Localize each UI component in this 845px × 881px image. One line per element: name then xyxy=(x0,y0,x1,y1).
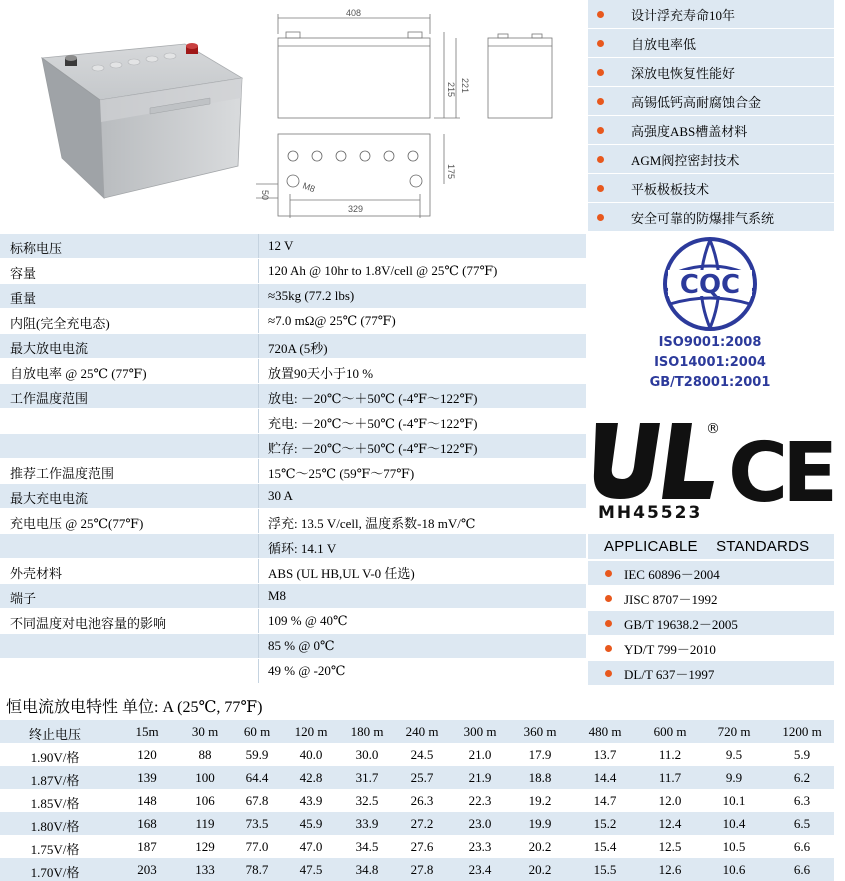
bullet-icon xyxy=(597,156,604,163)
spec-label: 容量 xyxy=(10,266,37,281)
discharge-row xyxy=(0,789,834,812)
spec-row xyxy=(0,384,586,408)
feature-item: 设计浮充寿命10年 xyxy=(588,0,834,28)
spec-value: 12 V xyxy=(268,238,294,253)
feature-item: 自放电率低 xyxy=(588,29,834,57)
dim-width: 175 xyxy=(446,164,456,180)
spec-value: 浮充: 13.5 V/cell, 温度系数-18 mV/℃ xyxy=(268,516,476,531)
discharge-header-cell: 30 m xyxy=(191,724,219,739)
discharge-cell: 120 xyxy=(137,747,157,762)
discharge-cell: 45.9 xyxy=(299,816,323,831)
discharge-row xyxy=(0,812,834,835)
discharge-cell: 73.5 xyxy=(245,816,269,831)
discharge-cell: 10.6 xyxy=(722,862,746,877)
spec-value: ABS (UL HB,UL V-0 任选) xyxy=(268,566,415,581)
spec-row xyxy=(0,659,586,683)
column-divider xyxy=(258,334,259,358)
spec-row xyxy=(0,259,586,283)
spec-value: ≈7.0 mΩ@ 25℃ (77℉) xyxy=(268,313,396,328)
ul-file-number: MH45523 xyxy=(598,503,703,523)
feature-item: AGM阀控密封技术 xyxy=(588,145,834,173)
discharge-cell: 168 xyxy=(137,816,157,831)
discharge-cell: 12.4 xyxy=(658,816,682,831)
column-divider xyxy=(258,384,259,408)
column-divider xyxy=(258,309,259,333)
discharge-cell: 11.2 xyxy=(658,747,682,762)
bullet-icon xyxy=(597,127,604,134)
spec-value: 循环: 14.1 V xyxy=(268,541,337,556)
discharge-cell: 27.6 xyxy=(410,839,434,854)
discharge-cell: 12.6 xyxy=(658,862,682,877)
discharge-header-cell: 600 m xyxy=(653,724,687,739)
spec-row xyxy=(0,484,586,508)
dim-terminal-type: M8 xyxy=(301,180,317,195)
discharge-cell: 1.90V/格 xyxy=(30,750,80,765)
spec-row xyxy=(0,409,586,433)
discharge-cell: 10.4 xyxy=(722,816,746,831)
discharge-cell: 34.5 xyxy=(355,839,379,854)
dim-length: 408 xyxy=(346,8,362,18)
dim-terminal-spacing: 329 xyxy=(348,204,364,214)
discharge-cell: 13.7 xyxy=(593,747,617,762)
spec-row xyxy=(0,334,586,358)
discharge-cell: 1.75V/格 xyxy=(30,842,80,857)
discharge-cell: 19.9 xyxy=(528,816,552,831)
discharge-cell: 15.4 xyxy=(593,839,617,854)
discharge-cell: 133 xyxy=(195,862,215,877)
spec-label: 端子 xyxy=(10,591,37,606)
iso9001-text: ISO9001:2008 xyxy=(658,335,762,350)
bullet-icon xyxy=(597,214,604,221)
column-divider xyxy=(258,634,259,658)
discharge-header-cell: 180 m xyxy=(350,724,384,739)
spec-row xyxy=(0,359,586,383)
spec-value: 109 % @ 40℃ xyxy=(268,613,348,628)
discharge-cell: 22.3 xyxy=(468,793,492,808)
discharge-cell: 10.5 xyxy=(722,839,746,854)
discharge-cell: 31.7 xyxy=(355,770,379,785)
registered-mark: ® xyxy=(706,421,720,437)
discharge-header-cell: 480 m xyxy=(588,724,622,739)
discharge-cell: 6.3 xyxy=(793,793,811,808)
spec-row xyxy=(0,434,586,458)
discharge-cell: 10.1 xyxy=(722,793,746,808)
discharge-cell: 14.4 xyxy=(593,770,617,785)
discharge-header-cell: 1200 m xyxy=(782,724,822,739)
discharge-row xyxy=(0,858,834,881)
feature-item: 安全可靠的防爆排气系统 xyxy=(588,203,834,231)
discharge-cell: 59.9 xyxy=(245,747,269,762)
discharge-cell: 64.4 xyxy=(245,770,269,785)
discharge-cell: 33.9 xyxy=(355,816,379,831)
discharge-cell: 1.70V/格 xyxy=(30,865,80,880)
dimension-drawings xyxy=(248,4,580,232)
discharge-cell: 1.80V/格 xyxy=(30,819,80,834)
bullet-icon xyxy=(597,185,604,192)
discharge-cell: 19.2 xyxy=(528,793,552,808)
gbt-text: GB/T28001:2001 xyxy=(649,375,771,390)
spec-value: 30 A xyxy=(268,488,293,503)
spec-row xyxy=(0,584,586,608)
discharge-row xyxy=(0,766,834,789)
discharge-cell: 6.6 xyxy=(793,839,811,854)
discharge-cell: 14.7 xyxy=(593,793,617,808)
discharge-cell: 88 xyxy=(198,747,212,762)
spec-value: 放电: －20℃～＋50℃ (-4℉～122℉) xyxy=(268,391,478,406)
standard-item: GB/T 19638.2－2005 xyxy=(588,611,834,635)
discharge-cell: 26.3 xyxy=(410,793,434,808)
discharge-cell: 78.7 xyxy=(245,862,269,877)
discharge-cell: 77.0 xyxy=(245,839,269,854)
column-divider xyxy=(258,534,259,558)
spec-label: 标称电压 xyxy=(10,241,63,256)
column-divider xyxy=(258,459,259,483)
discharge-cell: 23.4 xyxy=(468,862,492,877)
discharge-cell: 32.5 xyxy=(355,793,379,808)
cqc-certification-logo xyxy=(640,236,780,396)
spec-value: 15℃～25℃ (59℉～77℉) xyxy=(268,466,415,481)
discharge-header-cell: 300 m xyxy=(463,724,497,739)
discharge-cell: 15.5 xyxy=(593,862,617,877)
spec-label: 自放电率 @ 25℃ (77℉) xyxy=(10,366,147,381)
discharge-cell: 1.85V/格 xyxy=(30,796,80,811)
standards-heading: APPLICABLE STANDARDS xyxy=(588,534,834,559)
discharge-cell: 106 xyxy=(195,793,215,808)
column-divider xyxy=(258,659,259,683)
discharge-row xyxy=(0,835,834,858)
discharge-cell: 148 xyxy=(137,793,157,808)
discharge-cell: 43.9 xyxy=(299,793,323,808)
feature-item: 平板极板技术 xyxy=(588,174,834,202)
column-divider xyxy=(258,559,259,583)
column-divider xyxy=(258,584,259,608)
discharge-cell: 27.2 xyxy=(410,816,434,831)
discharge-header-cell: 15m xyxy=(135,724,159,739)
spec-label: 最大放电电流 xyxy=(10,341,89,356)
discharge-cell: 9.9 xyxy=(725,770,743,785)
spec-value: 49 % @ -20℃ xyxy=(268,663,346,678)
iso14001-text: ISO14001:2004 xyxy=(654,355,766,370)
spec-row xyxy=(0,234,586,258)
discharge-cell: 21.9 xyxy=(468,770,492,785)
column-divider xyxy=(258,484,259,508)
discharge-cell: 17.9 xyxy=(528,747,552,762)
discharge-cell: 23.0 xyxy=(468,816,492,831)
bullet-icon xyxy=(597,40,604,47)
column-divider xyxy=(258,509,259,533)
discharge-cell: 18.8 xyxy=(528,770,552,785)
discharge-cell: 6.6 xyxy=(793,862,811,877)
discharge-cell: 20.2 xyxy=(528,862,552,877)
column-divider xyxy=(258,259,259,283)
discharge-header-cell: 终止电压 xyxy=(28,727,81,742)
spec-label: 不同温度对电池容量的影响 xyxy=(10,616,167,631)
standard-item: IEC 60896－2004 xyxy=(588,561,834,585)
discharge-header-cell: 360 m xyxy=(523,724,557,739)
discharge-cell: 24.5 xyxy=(410,747,434,762)
discharge-header-cell: 720 m xyxy=(717,724,751,739)
discharge-cell: 6.2 xyxy=(793,770,811,785)
spec-value: 充电: －20℃～＋50℃ (-4℉～122℉) xyxy=(268,416,478,431)
discharge-cell: 5.9 xyxy=(793,747,811,762)
discharge-cell: 25.7 xyxy=(410,770,434,785)
discharge-cell: 1.87V/格 xyxy=(30,773,80,788)
spec-label: 外壳材料 xyxy=(10,566,63,581)
column-divider xyxy=(258,284,259,308)
bullet-icon xyxy=(605,645,612,652)
bullet-icon xyxy=(597,69,604,76)
spec-label: 推荐工作温度范围 xyxy=(10,466,115,481)
discharge-cell: 12.5 xyxy=(658,839,682,854)
spec-value: M8 xyxy=(268,588,287,603)
discharge-cell: 67.8 xyxy=(245,793,269,808)
discharge-cell: 27.8 xyxy=(410,862,434,877)
discharge-row xyxy=(0,743,834,766)
spec-row xyxy=(0,309,586,333)
bullet-icon xyxy=(605,620,612,627)
bullet-icon xyxy=(605,670,612,677)
spec-value: 120 Ah @ 10hr to 1.8V/cell @ 25℃ (77℉) xyxy=(268,263,498,278)
spec-value: 放置90天小于10 % xyxy=(268,366,374,381)
discharge-cell: 42.8 xyxy=(299,770,323,785)
discharge-cell: 11.7 xyxy=(658,770,682,785)
spec-row xyxy=(0,459,586,483)
spec-label: 重量 xyxy=(10,291,37,306)
column-divider xyxy=(258,434,259,458)
discharge-cell: 40.0 xyxy=(299,747,323,762)
discharge-cell: 129 xyxy=(195,839,215,854)
discharge-cell: 6.5 xyxy=(793,816,811,831)
column-divider xyxy=(258,359,259,383)
spec-row xyxy=(0,634,586,658)
cqc-text: CQC xyxy=(679,270,741,300)
ul-mark-icon xyxy=(594,423,714,499)
spec-row xyxy=(0,509,586,533)
spec-row xyxy=(0,534,586,558)
battery-photo xyxy=(30,38,255,208)
spec-row xyxy=(0,559,586,583)
discharge-cell: 20.2 xyxy=(528,839,552,854)
dim-height-case: 215 xyxy=(446,82,456,98)
feature-item: 高锡低钙高耐腐蚀合金 xyxy=(588,87,834,115)
dim-offset: 50 xyxy=(260,190,270,201)
spec-label: 充电电压 @ 25℃(77℉) xyxy=(10,516,144,531)
spec-value: 贮存: －20℃～＋50℃ (-4℉～122℉) xyxy=(268,441,478,456)
discharge-cell: 100 xyxy=(195,770,215,785)
spec-row xyxy=(0,284,586,308)
discharge-cell: 119 xyxy=(195,816,215,831)
discharge-header-cell: 120 m xyxy=(294,724,328,739)
bullet-icon xyxy=(597,98,604,105)
spec-row xyxy=(0,609,586,633)
spec-label: 工作温度范围 xyxy=(10,391,89,406)
discharge-header-row xyxy=(0,720,834,743)
feature-item: 深放电恢复性能好 xyxy=(588,58,834,86)
bullet-icon xyxy=(605,570,612,577)
spec-label: 最大充电电流 xyxy=(10,491,89,506)
standard-item: DL/T 637－1997 xyxy=(588,661,834,685)
discharge-cell: 21.0 xyxy=(468,747,492,762)
discharge-cell: 23.3 xyxy=(468,839,492,854)
discharge-cell: 30.0 xyxy=(355,747,379,762)
bullet-icon xyxy=(605,595,612,602)
discharge-header-cell: 240 m xyxy=(405,724,439,739)
discharge-cell: 12.0 xyxy=(658,793,682,808)
bullet-icon xyxy=(597,11,604,18)
discharge-cell: 47.5 xyxy=(299,862,323,877)
spec-value: ≈35kg (77.2 lbs) xyxy=(268,288,355,303)
discharge-cell: 139 xyxy=(137,770,157,785)
column-divider xyxy=(258,234,259,258)
discharge-cell: 203 xyxy=(137,862,157,877)
discharge-header-cell: 60 m xyxy=(243,724,271,739)
ul-ce-logos xyxy=(588,415,834,525)
spec-value: 720A (5秒) xyxy=(268,341,328,356)
feature-item: 高强度ABS槽盖材料 xyxy=(588,116,834,144)
spec-value: 85 % @ 0℃ xyxy=(268,638,335,653)
standard-item: JISC 8707－1992 xyxy=(588,586,834,610)
discharge-cell: 34.8 xyxy=(355,862,379,877)
discharge-cell: 9.5 xyxy=(725,747,743,762)
column-divider xyxy=(258,609,259,633)
standard-item: YD/T 799－2010 xyxy=(588,636,834,660)
ce-mark: CE xyxy=(728,426,833,521)
discharge-cell: 15.2 xyxy=(593,816,617,831)
discharge-title: 恒电流放电特性 单位: A (25℃, 77℉) xyxy=(6,699,263,716)
discharge-cell: 187 xyxy=(137,839,157,854)
column-divider xyxy=(258,409,259,433)
discharge-cell: 47.0 xyxy=(299,839,323,854)
spec-label: 内阻(完全充电态) xyxy=(10,316,110,331)
feature-list xyxy=(588,0,834,232)
dim-height-total: 221 xyxy=(460,78,470,94)
